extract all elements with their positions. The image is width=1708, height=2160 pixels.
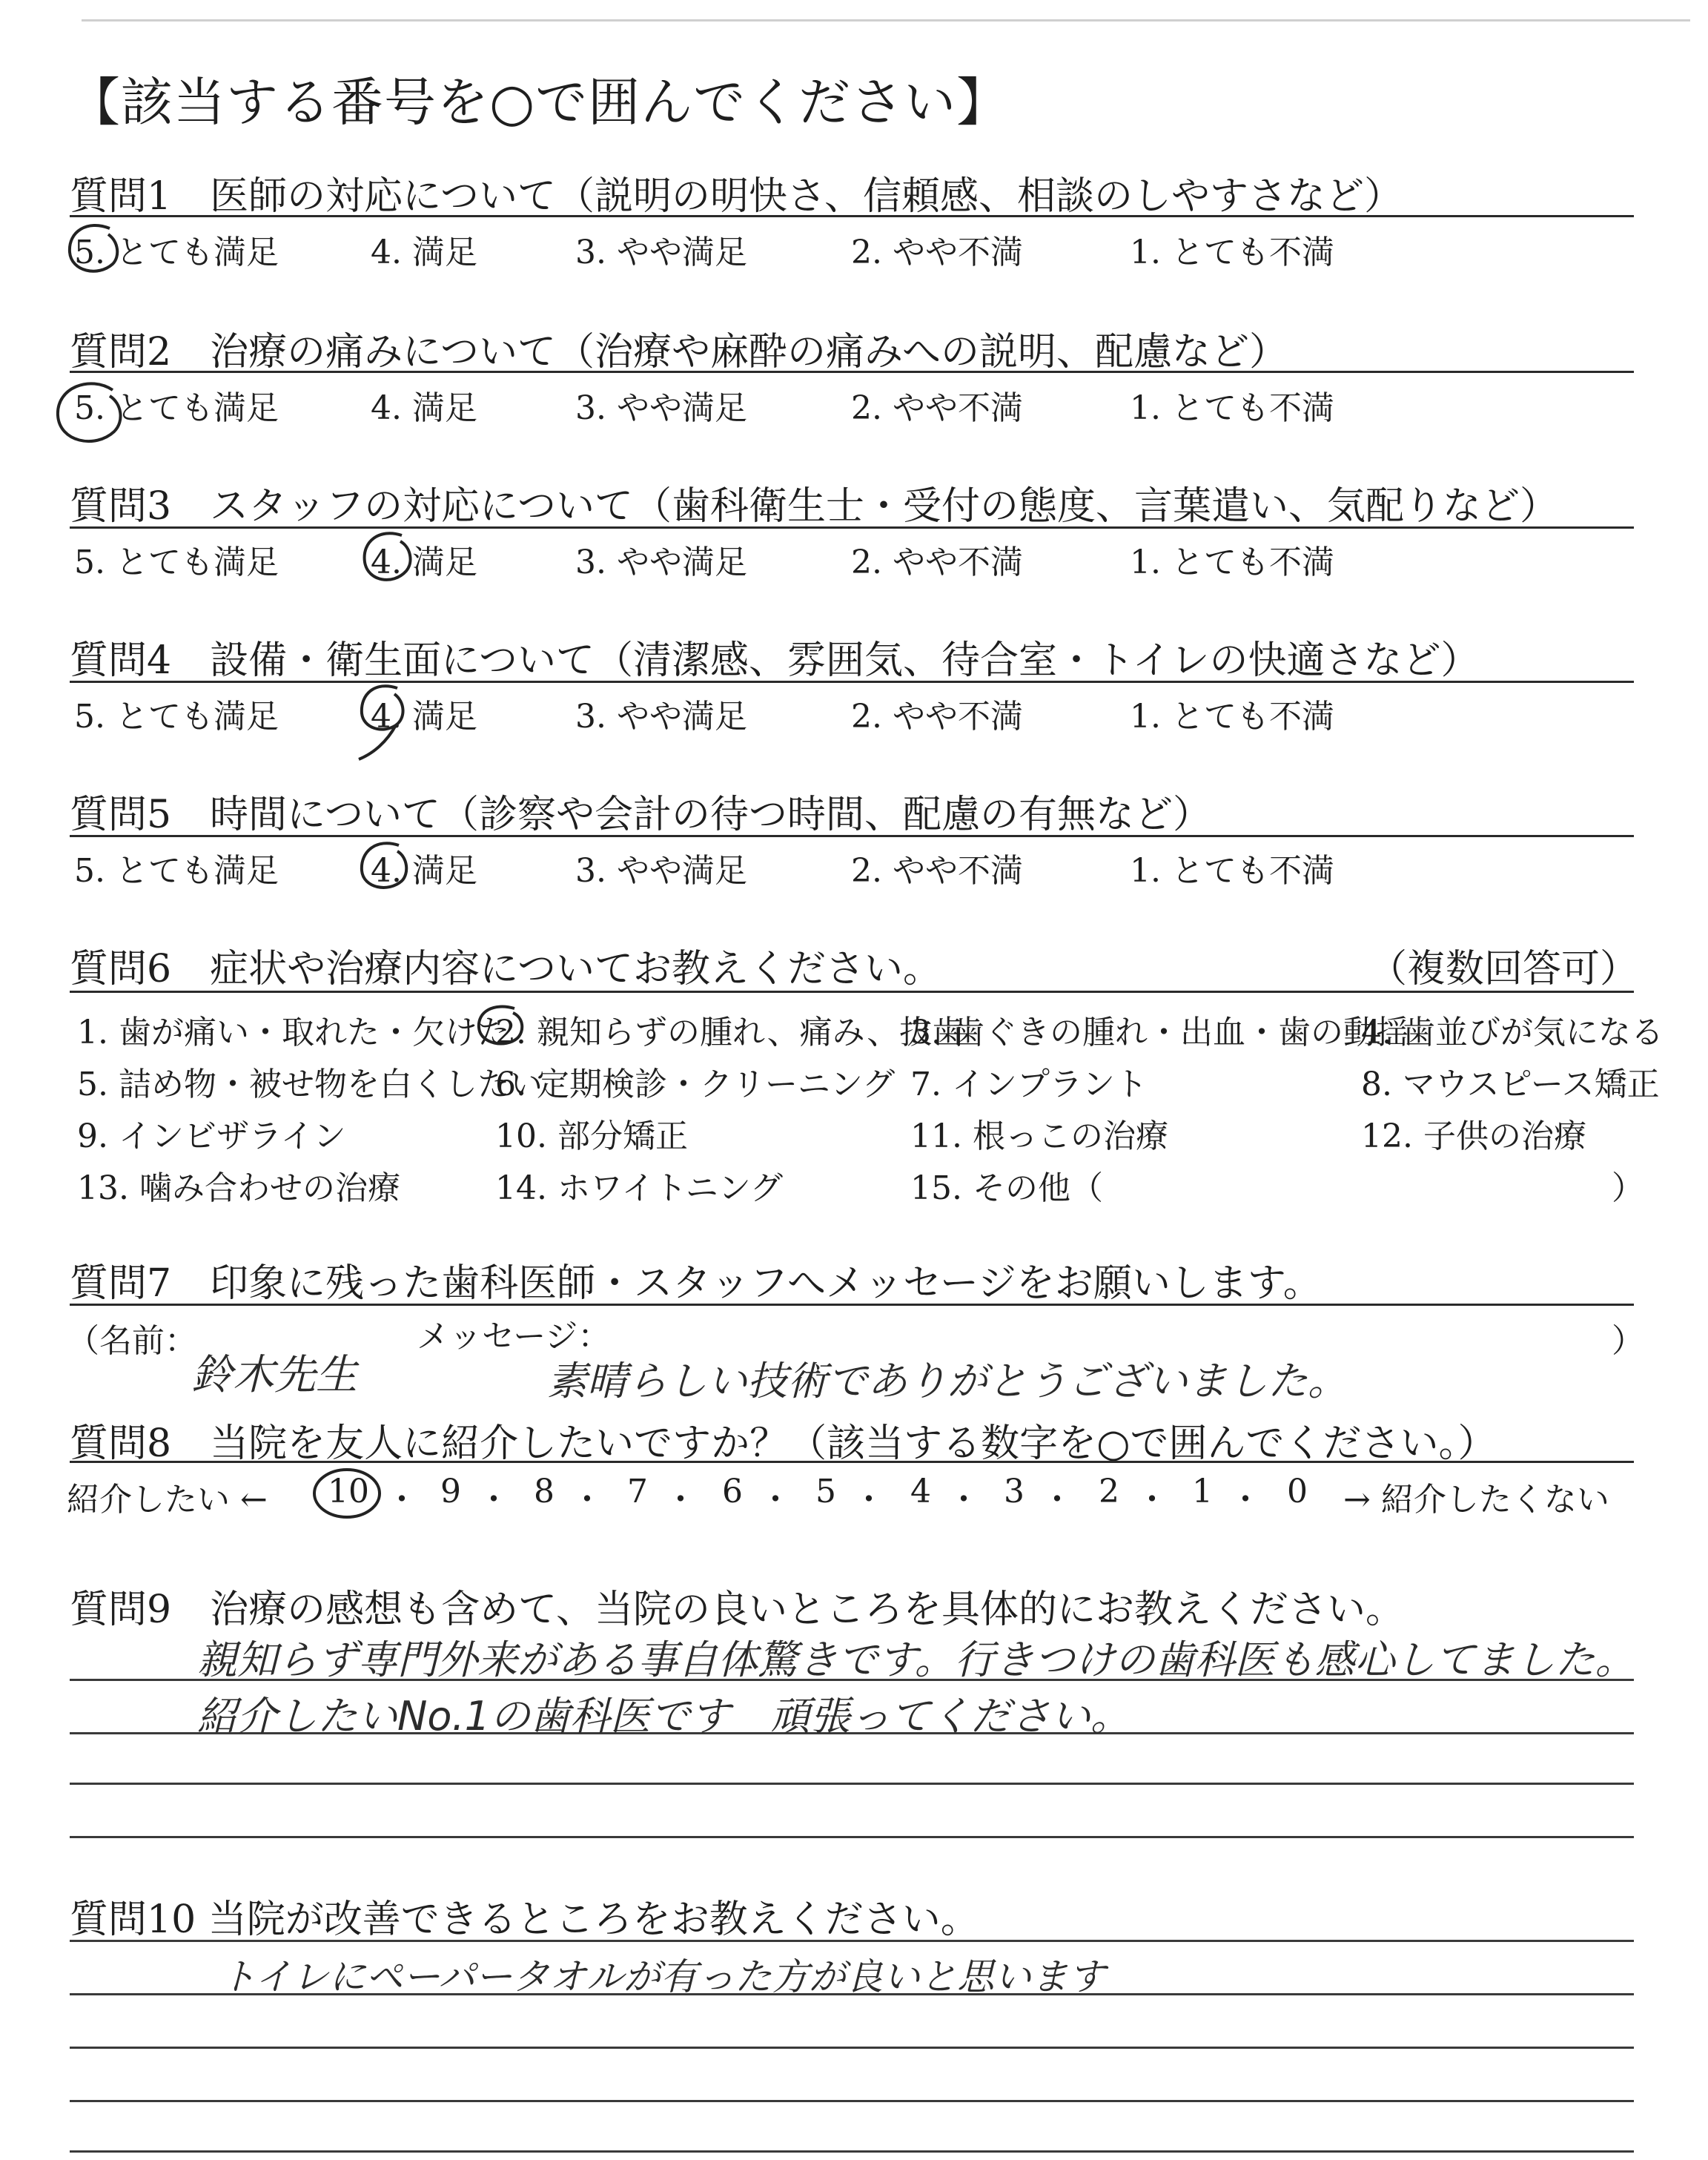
top-edge-line — [82, 19, 1690, 22]
q8-separator: ・ — [1229, 1481, 1262, 1519]
q4-selection-circle — [353, 682, 420, 767]
q8-separator: ・ — [385, 1481, 418, 1519]
q8-score-2[interactable]: 2 — [1099, 1473, 1119, 1510]
q10-answer-line — [70, 2150, 1634, 2153]
q8-separator: ・ — [947, 1481, 980, 1519]
q9-answer-line — [70, 1836, 1634, 1838]
q10-answer-line — [70, 1940, 1634, 1942]
q6-item-8[interactable]: 8. マウスピース矯正 — [1361, 1066, 1660, 1103]
q6-item-13[interactable]: 13. 噛み合わせの治療 — [77, 1169, 400, 1207]
q3-option-1[interactable]: 1. とても不満 — [1130, 544, 1334, 581]
q2-rule — [70, 371, 1634, 373]
q8-separator: ・ — [759, 1481, 792, 1519]
q6-item-1[interactable]: 1. 歯が痛い・取れた・欠けた — [77, 1014, 510, 1051]
q8-right-label: → 紹介したくない — [1343, 1481, 1609, 1519]
q7-title: 質問7 印象に残った歯科医師・スタッフへメッセージをお願いします。 — [70, 1261, 1322, 1306]
q4-title: 質問4 設備・衛生面について（清潔感、雰囲気、待合室・トイレの快適さなど） — [70, 638, 1480, 683]
q3-rule — [70, 526, 1634, 529]
q8-score-7[interactable]: 7 — [627, 1473, 648, 1510]
q6-item-9[interactable]: 9. インビザライン — [77, 1117, 346, 1155]
q5-option-3[interactable]: 3. やや満足 — [575, 852, 747, 890]
q3-option-4[interactable]: 4. 満足 — [371, 544, 477, 581]
q2-option-1[interactable]: 1. とても不満 — [1130, 389, 1334, 427]
q7-rule — [70, 1304, 1634, 1306]
q10-answer-handwritten-line-1[interactable]: トイレにペーパータオルが有った方が良いと思います — [219, 1955, 1105, 1998]
q8-left-label: 紹介したい ← — [67, 1481, 268, 1519]
q3-selection-circle — [359, 529, 418, 592]
q1-option-4[interactable]: 4. 満足 — [371, 234, 477, 271]
q5-option-1[interactable]: 1. とても不満 — [1130, 852, 1334, 890]
q3-title: 質問3 スタッフの対応について（歯科衛生士・受付の態度、言葉遣い、気配りなど） — [70, 484, 1559, 529]
q8-separator: ・ — [477, 1481, 510, 1519]
q8-separator: ・ — [664, 1481, 697, 1519]
q1-selection-circle — [65, 221, 125, 283]
q8-score-3[interactable]: 3 — [1004, 1473, 1025, 1510]
q8-separator: ・ — [1041, 1481, 1073, 1519]
q6-multiple-note: （複数回答可） — [1368, 947, 1639, 991]
q10-answer-line — [70, 2047, 1634, 2049]
q4-option-4[interactable]: 4. 満足 — [371, 698, 477, 736]
q8-score-4[interactable]: 4 — [910, 1473, 931, 1510]
q2-selection-circle — [53, 375, 128, 452]
q1-title: 質問1 医師の対応について（説明の明快さ、信頼感、相談のしやすさなど） — [70, 174, 1403, 219]
q7-name-handwritten[interactable]: 鈴木先生 — [191, 1351, 357, 1399]
q4-option-3[interactable]: 3. やや満足 — [575, 698, 747, 736]
q9-answer-handwritten-line-1[interactable]: 親知らず専門外来がある事自体驚きです。行きつけの歯科医も感心してました。 — [197, 1636, 1635, 1683]
q8-score-1[interactable]: 1 — [1192, 1473, 1213, 1510]
q6-selection-circle — [473, 1003, 532, 1057]
q7-message-handwritten[interactable]: 素晴らしい技術でありがとうございました。 — [547, 1358, 1348, 1404]
q6-item-15[interactable]: 15. その他（ — [910, 1169, 1103, 1207]
q8-separator: ・ — [571, 1481, 603, 1519]
q8-score-0[interactable]: 0 — [1287, 1473, 1308, 1510]
q8-score-10[interactable]: 10 — [328, 1473, 369, 1510]
q9-answer-line — [70, 1783, 1634, 1785]
q6-title: 質問6 症状や治療内容についてお教えください。 — [70, 947, 942, 991]
q8-score-6[interactable]: 6 — [722, 1473, 743, 1510]
q8-selection-circle — [311, 1467, 385, 1526]
q6-item-2[interactable]: 2. 親知らずの腫れ、痛み、抜歯 — [495, 1014, 965, 1051]
q6-item-3[interactable]: 3. 歯ぐきの腫れ・出血・歯の動揺 — [910, 1014, 1409, 1051]
q8-rule — [70, 1461, 1634, 1463]
q9-answer-handwritten-line-2[interactable]: 紹介したいNo.1の歯科医です 頑張ってください。 — [197, 1693, 1131, 1740]
q3-option-3[interactable]: 3. やや満足 — [575, 544, 747, 581]
q1-rule — [70, 215, 1634, 217]
q8-score-8[interactable]: 8 — [534, 1473, 555, 1510]
q5-option-5[interactable]: 5. とても満足 — [74, 852, 279, 890]
q7-name-label: （名前： — [67, 1322, 197, 1360]
q3-option-2[interactable]: 2. やや不満 — [851, 544, 1023, 581]
q8-separator: ・ — [853, 1481, 885, 1519]
q9-title: 質問9 治療の感想も含めて、当院の良いところを具体的にお教えください。 — [70, 1588, 1405, 1632]
q8-title: 質問8 当院を友人に紹介したいですか？（該当する数字を○で囲んでください。） — [70, 1421, 1497, 1466]
q6-item-6[interactable]: 6. 定期検診・クリーニング — [495, 1066, 896, 1103]
q6-item-4[interactable]: 4. 歯並びが気になる — [1361, 1014, 1664, 1051]
q6-item-10[interactable]: 10. 部分矯正 — [495, 1117, 688, 1155]
q6-item-11[interactable]: 11. 根っこの治療 — [910, 1117, 1168, 1155]
q5-title: 質問5 時間について（診察や会計の待つ時間、配慮の有無など） — [70, 793, 1212, 837]
q4-rule — [70, 681, 1634, 683]
q1-option-2[interactable]: 2. やや不満 — [851, 234, 1023, 271]
q5-rule — [70, 835, 1634, 837]
q6-item-5[interactable]: 5. 詰め物・被せ物を白くしたい — [77, 1066, 543, 1103]
q2-title: 質問2 治療の痛みについて（治療や麻酔の痛みへの説明、配慮など） — [70, 330, 1288, 374]
q8-score-5[interactable]: 5 — [815, 1473, 836, 1510]
q3-option-5[interactable]: 5. とても満足 — [74, 544, 279, 581]
q4-option-1[interactable]: 1. とても不満 — [1130, 698, 1334, 736]
q4-option-2[interactable]: 2. やや不満 — [851, 698, 1023, 736]
q1-option-5[interactable]: 5. とても満足 — [74, 234, 279, 271]
q10-title: 質問10 当院が改善できるところをお教えください。 — [70, 1898, 979, 1942]
q6-rule — [70, 991, 1634, 993]
q8-score-9[interactable]: 9 — [440, 1473, 461, 1510]
q4-option-5[interactable]: 5. とても満足 — [74, 698, 279, 736]
q7-close-paren: ） — [1612, 1322, 1644, 1360]
q7-message-label: メッセージ： — [417, 1318, 611, 1355]
q1-option-3[interactable]: 3. やや満足 — [575, 234, 747, 271]
form-heading: 【該当する番号を○で囲んでください】 — [68, 72, 1010, 133]
q6-item-14[interactable]: 14. ホワイトニング — [495, 1169, 784, 1207]
q2-option-3[interactable]: 3. やや満足 — [575, 389, 747, 427]
q6-item-12[interactable]: 12. 子供の治療 — [1361, 1117, 1586, 1155]
q10-answer-line — [70, 2100, 1634, 2102]
q2-option-4[interactable]: 4. 満足 — [371, 389, 477, 427]
q5-option-2[interactable]: 2. やや不満 — [851, 852, 1023, 890]
q6-other-close-paren: ） — [1612, 1169, 1644, 1207]
q2-option-5[interactable]: 5. とても満足 — [74, 389, 279, 427]
q1-option-1[interactable]: 1. とても不満 — [1130, 234, 1334, 271]
q6-item-7[interactable]: 7. インプラント — [910, 1066, 1148, 1103]
q5-option-4[interactable]: 4. 満足 — [371, 852, 477, 890]
q2-option-2[interactable]: 2. やや不満 — [851, 389, 1023, 427]
q8-separator: ・ — [1136, 1481, 1168, 1519]
q5-selection-circle — [356, 839, 415, 902]
